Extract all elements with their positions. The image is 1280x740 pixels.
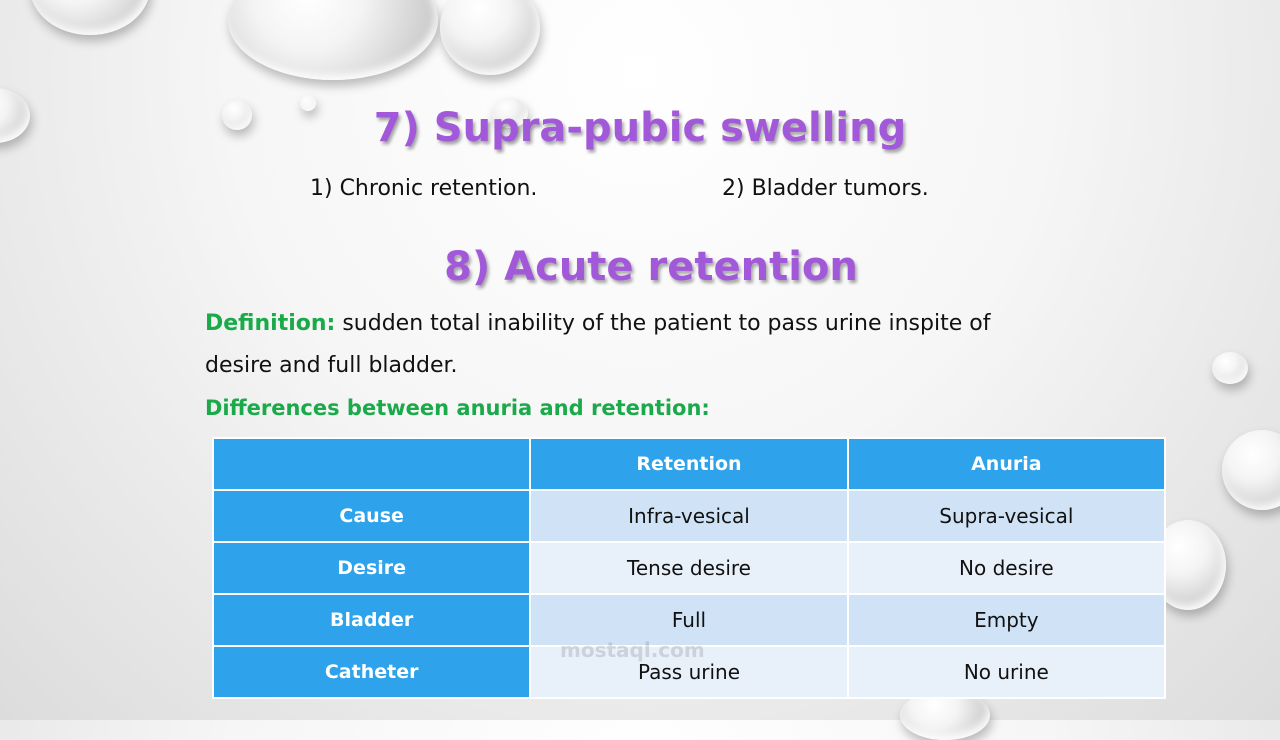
water-drop-decoration	[1222, 430, 1280, 510]
cell-anuria: No urine	[848, 646, 1165, 698]
cell-retention: Tense desire	[530, 542, 847, 594]
cell-retention: Full	[530, 594, 847, 646]
definition-label: Definition:	[205, 311, 336, 336]
table-header-retention: Retention	[530, 438, 847, 490]
differences-table	[212, 437, 1166, 699]
water-drop-decoration	[1212, 352, 1248, 384]
water-drop-decoration	[30, 0, 150, 35]
row-label-bladder: Bladder	[213, 594, 530, 646]
differences-heading: Differences between anuria and retention:	[205, 396, 710, 420]
cell-anuria: No desire	[848, 542, 1165, 594]
cell-anuria: Supra-vesical	[848, 490, 1165, 542]
definition-line-continued: desire and full bladder.	[205, 353, 458, 378]
table-header-anuria: Anuria	[848, 438, 1165, 490]
section8-title: 8) Acute retention	[444, 244, 858, 290]
section7-title: 7) Supra-pubic swelling	[373, 105, 907, 151]
cell-retention: Pass urine	[530, 646, 847, 698]
table-row	[213, 490, 1165, 542]
section7-item-chronic-retention: 1) Chronic retention.	[310, 176, 538, 201]
definition-line	[205, 311, 990, 336]
water-drop-decoration	[228, 0, 438, 80]
table-header-row	[213, 438, 1165, 490]
cell-anuria: Empty	[848, 594, 1165, 646]
table-row	[213, 594, 1165, 646]
watermark: mostaql.com	[560, 638, 705, 662]
table-row	[213, 542, 1165, 594]
definition-text: sudden total inability of the patient to pass urine inspite of	[335, 311, 991, 336]
row-label-desire: Desire	[213, 542, 530, 594]
table-header-empty	[213, 438, 530, 490]
row-label-catheter: Catheter	[213, 646, 530, 698]
table-row	[213, 646, 1165, 698]
row-label-cause: Cause	[213, 490, 530, 542]
section7-item-bladder-tumors: 2) Bladder tumors.	[722, 176, 929, 201]
water-drop-decoration	[440, 0, 540, 75]
cell-retention: Infra-vesical	[530, 490, 847, 542]
